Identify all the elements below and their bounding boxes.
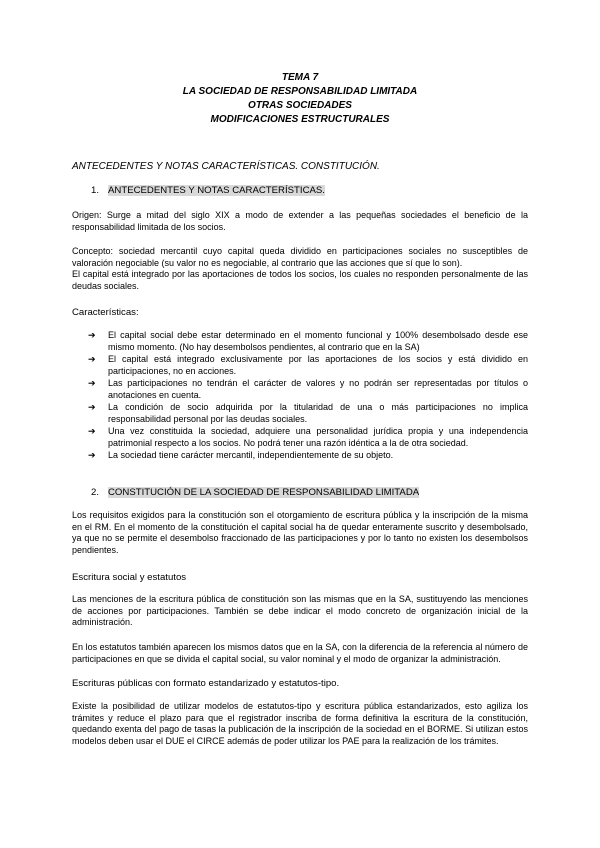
list-item-text: La condición de socio adquirida por la titularidad de una o más participaciones no implica responsabilidad personal por las deudas sociales.: [108, 402, 528, 424]
arrow-bullet-icon: ➔: [88, 402, 96, 412]
subheading-escrituras-estandarizadas: Escrituras públicas con formato estandarizado y estatutos-tipo.: [72, 678, 340, 689]
heading-2-text: CONSTITUCIÓN DE LA SOCIEDAD DE RESPONSABILIDAD LIMITADA: [108, 487, 420, 498]
list-item-text: El capital está integrado exclusivamente por las aportaciones de los socios y está dividido en participaciones, no en acciones.: [108, 354, 528, 376]
section-title: ANTECEDENTES Y NOTAS CARACTERÍSTICAS. CONSTITUCIÓN.: [72, 161, 380, 172]
arrow-bullet-icon: ➔: [88, 378, 96, 388]
heading-1-text: ANTECEDENTES Y NOTAS CARACTERÍSTICAS.: [108, 185, 325, 196]
arrow-bullet-icon: ➔: [88, 330, 96, 340]
arrow-bullet-icon: ➔: [88, 426, 96, 436]
list-item-text: El capital social debe estar determinado en el momento funcional y 100% desembolsado desde ese mismo momento. (No hay desembolsos pendientes, al contrario que en la SA): [108, 330, 528, 352]
paragraph-existe: Existe la posibilidad de utilizar modelos de estatutos-tipo y escritura pública estandarizados, esto agiliza los trámites y reduce el plazo para que el registrador inscriba de forma definitiva la escritura de la constitución, quedando exenta del pago de tasas la publicación de la inscripción de la sociedad en el BORME. Si utilizan estos modelos deben usar el DUE el CIRCE además de poder utilizar los PAE para la realización de los trámites.: [72, 701, 528, 746]
list-item-text: La sociedad tiene carácter mercantil, independientemente de su objeto.: [108, 450, 394, 460]
doc-title-line-3: OTRAS SOCIEDADES: [248, 100, 352, 111]
doc-title-line-2: LA SOCIEDAD DE RESPONSABILIDAD LIMITADA: [182, 86, 418, 97]
paragraph-estatutos: En los estatutos también aparecen los mismos datos que en la SA, con la diferencia de la referencia al número de participaciones en que se divida el capital social, su valor nominal y el modo de organizar la administración.: [72, 642, 528, 664]
heading-2-number: 2.: [91, 487, 100, 498]
paragraph-concepto: [72, 246, 528, 292]
doc-title-line-4: MODIFICACIONES ESTRUCTURALES: [210, 114, 390, 125]
caracteristicas-label: Características:: [72, 307, 139, 318]
list-item-text: Las participaciones no tendrán el carácter de valores y no podrán ser representadas por títulos o anotaciones en cuenta.: [108, 378, 528, 400]
subheading-escritura-social: Escritura social y estatutos: [72, 572, 187, 583]
paragraph-menciones: Las menciones de la escritura pública de constitución son las mismas que en la SA, sustituyendo las menciones de acciones por participaciones. También se debe indicar el modo concreto de organización inicial de la administración.: [72, 594, 528, 628]
paragraph-requisitos: Los requisitos exigidos para la constitución son el otorgamiento de escritura pública y la inscripción de la misma en el RM. En el momento de la constitución el capital social ha de quedar enteramente suscrito y desembolsado, ya que no se permite el desembolso fraccionado de las participaciones y por lo tanto no existen los desembolsos pendientes.: [72, 510, 528, 555]
concepto-sentence-2: El capital está integrado por las aportaciones de todos los socios, los cuales no responden personalmente de las deudas sociales.: [72, 269, 528, 291]
heading-1: [91, 184, 325, 197]
heading-2: [91, 486, 419, 499]
paragraph-origen: Origen: Surge a mitad del siglo XIX a modo de extender a las pequeñas sociedades el beneficio de la responsabilidad limitada de los socios.: [72, 210, 528, 232]
concepto-sentence-1: Concepto: sociedad mercantil cuyo capital queda dividido en participaciones sociales no susceptibles de valoración negociable (su valor no es negociable, al contrario que las acciones que sí que lo son).: [72, 246, 528, 268]
doc-title-line-1: TEMA 7: [281, 72, 319, 83]
arrow-bullet-icon: ➔: [88, 450, 96, 460]
list-item-text: Una vez constituida la sociedad, adquiere una personalidad jurídica propia y una independencia patrimonial respecto a los socios. No podrá tener una razón idéntica a la de otra sociedad.: [108, 426, 528, 448]
heading-1-number: 1.: [91, 185, 100, 196]
arrow-bullet-icon: ➔: [88, 354, 96, 364]
